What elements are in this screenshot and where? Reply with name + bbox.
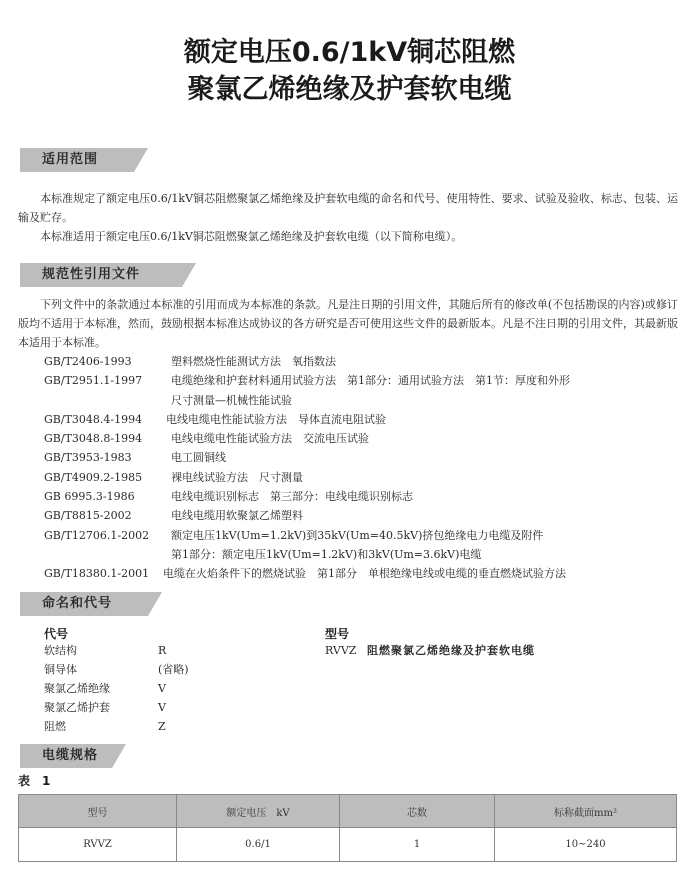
section-header-spec: 电缆规格 bbox=[20, 744, 112, 768]
reference-code: GB/T3953-1983 bbox=[44, 451, 132, 464]
reference-code: GB/T8815-2002 bbox=[44, 509, 132, 522]
table-cell: RVVZ bbox=[19, 828, 177, 862]
table-cell: 0.6/1 bbox=[177, 828, 340, 862]
code-header: 代号 bbox=[44, 627, 69, 641]
code-value: R bbox=[158, 644, 167, 657]
column-header-section: 标称截面mm² bbox=[495, 795, 677, 828]
reference-code: GB/T3048.4-1994 bbox=[44, 413, 143, 426]
code-name: 聚氯乙烯护套 bbox=[44, 701, 110, 714]
table-cell: 1 bbox=[340, 828, 495, 862]
code-name: 软结构 bbox=[44, 644, 77, 657]
code-name: 铜导体 bbox=[44, 663, 77, 676]
table-caption: 表 1 bbox=[18, 774, 51, 788]
refs-intro-paragraph: 下列文件中的条款通过本标准的引用而成为本标准的条款。凡是注日期的引用文件，其随后所有的修改单(不包括勘误的内容)或修订版均不适用于本标准，然而，鼓励根据本标准达成协议的各方研究是否可使用这些文件的最新版本。凡是不注日期的引用文件，其最新版本适用于本标准。 bbox=[18, 298, 678, 349]
code-value: V bbox=[158, 701, 166, 714]
spec-table bbox=[18, 794, 677, 862]
code-value: (省略) bbox=[158, 663, 189, 676]
table-header-row bbox=[19, 795, 677, 828]
reference-desc: 电线电缆电性能试验方法 交流电压试验 bbox=[171, 432, 369, 445]
reference-code: GB/T2406-1993 bbox=[44, 355, 132, 368]
reference-desc: 裸电线试验方法 尺寸测量 bbox=[171, 471, 303, 484]
model-code: RVVZ bbox=[325, 644, 357, 657]
reference-desc: 塑料燃烧性能测试方法 氧指数法 bbox=[171, 355, 336, 368]
code-value: V bbox=[158, 682, 166, 695]
reference-code: GB 6995.3-1986 bbox=[44, 490, 135, 503]
reference-code: GB/T3048.8-1994 bbox=[44, 432, 143, 445]
column-header-cores: 芯数 bbox=[340, 795, 495, 828]
reference-desc: 尺寸测量—机械性能试验 bbox=[171, 394, 292, 407]
reference-desc: 电缆在火焰条件下的燃烧试验 第1部分 单根绝缘电线或电缆的垂直燃烧试验方法 bbox=[163, 567, 566, 580]
reference-code: GB/T4909.2-1985 bbox=[44, 471, 143, 484]
scope-paragraph-1: 本标准规定了额定电压0.6/1kV铜芯阻燃聚氯乙烯绝缘及护套软电缆的命名和代号、使用特性、要求、试验及验收、标志、包装、运输及贮存。 bbox=[18, 192, 678, 224]
column-header-model: 型号 bbox=[19, 795, 177, 828]
reference-desc: 电工圆铜线 bbox=[171, 451, 226, 464]
page-title-line1: 额定电压0.6/1kV铜芯阻燃 bbox=[183, 37, 516, 68]
section-header-naming: 命名和代号 bbox=[20, 592, 148, 616]
reference-desc: 额定电压1kV(Um=1.2kV)到35kV(Um=40.5kV)挤包绝缘电力电缆及附件 bbox=[171, 529, 544, 542]
model-header: 型号 bbox=[325, 627, 350, 641]
section-header-scope: 适用范围 bbox=[20, 148, 134, 172]
reference-code: GB/T18380.1-2001 bbox=[44, 567, 150, 580]
code-name: 聚氯乙烯绝缘 bbox=[44, 682, 110, 695]
reference-desc: 电线电缆识别标志 第三部分：电线电缆识别标志 bbox=[171, 490, 413, 503]
code-value: Z bbox=[158, 720, 166, 733]
reference-desc: 电线电缆用软聚氯乙烯塑料 bbox=[171, 509, 303, 522]
model-name: 阻燃聚氯乙烯绝缘及护套软电缆 bbox=[367, 644, 535, 657]
column-header-voltage: 额定电压 kV bbox=[177, 795, 340, 828]
table-cell: 10~240 bbox=[495, 828, 677, 862]
section-header-refs: 规范性引用文件 bbox=[20, 263, 182, 287]
reference-desc: 电缆绝缘和护套材料通用试验方法 第1部分：通用试验方法 第1节：厚度和外形 bbox=[171, 374, 570, 387]
reference-code: GB/T2951.1-1997 bbox=[44, 374, 143, 387]
reference-desc: 第1部分：额定电压1kV(Um=1.2kV)和3kV(Um=3.6kV)电缆 bbox=[171, 548, 482, 561]
table-row bbox=[19, 828, 677, 862]
reference-code: GB/T12706.1-2002 bbox=[44, 529, 150, 542]
scope-paragraph-2: 本标准适用于额定电压0.6/1kV铜芯阻燃聚氯乙烯绝缘及护套软电缆（以下简称电缆）。 bbox=[40, 230, 463, 243]
reference-desc: 电线电缆电性能试验方法 导体直流电阻试验 bbox=[166, 413, 386, 426]
page-title-line2: 聚氯乙烯绝缘及护套软电缆 bbox=[187, 74, 512, 105]
code-name: 阻燃 bbox=[44, 720, 66, 733]
